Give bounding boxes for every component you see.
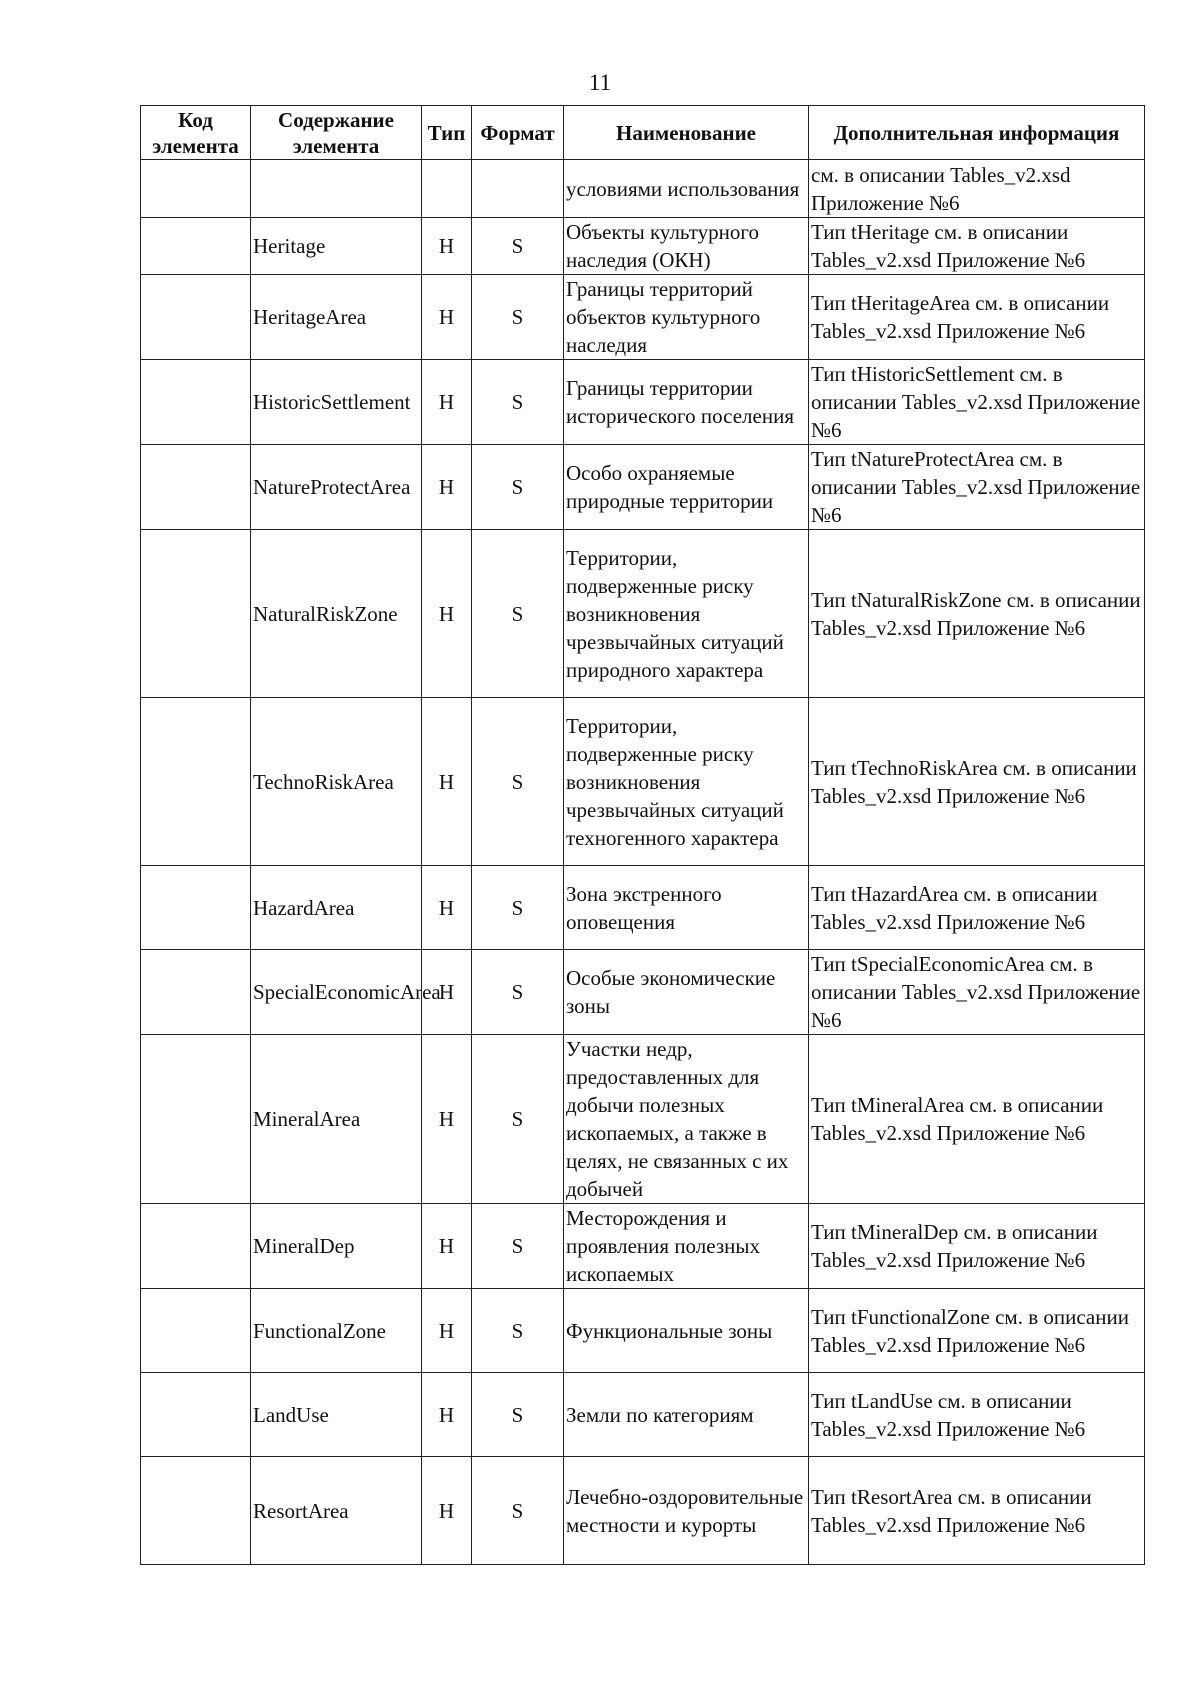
cell-code [141,1373,251,1457]
cell-format [472,160,564,218]
header-format: Формат [472,106,564,160]
table-row [141,1289,1145,1373]
table-row [141,445,1145,530]
cell-type [422,160,472,218]
table-row [141,1204,1145,1289]
cell-code [141,1289,251,1373]
cell-info: Тип tResortArea см. в описании Tables_v2.xsd Приложение №6 [809,1457,1145,1565]
cell-content: ResortArea [251,1457,422,1565]
cell-info: Тип tMineralArea см. в описании Tables_v2.xsd Приложение №6 [809,1035,1145,1204]
cell-type: Н [422,360,472,445]
cell-info: см. в описании Tables_v2.xsd Приложение №6 [809,160,1145,218]
cell-code [141,218,251,275]
header-info: Дополнительная информация [809,106,1145,160]
cell-name: Границы территорий объектов культурного наследия [564,275,809,360]
cell-type: Н [422,866,472,950]
cell-code [141,1457,251,1565]
cell-format: S [472,866,564,950]
cell-name: Функциональные зоны [564,1289,809,1373]
cell-content: FunctionalZone [251,1289,422,1373]
cell-type: Н [422,1373,472,1457]
table-row [141,1373,1145,1457]
page-number: 11 [588,70,612,95]
cell-type: Н [422,1035,472,1204]
cell-info: Тип tLandUse см. в описании Tables_v2.xsd Приложение №6 [809,1373,1145,1457]
cell-format: S [472,1289,564,1373]
cell-content: TechnoRiskArea [251,698,422,866]
header-code: Код элемента [141,106,251,160]
cell-info: Тип tNaturalRiskZone см. в описании Tables_v2.xsd Приложение №6 [809,530,1145,698]
cell-format: S [472,218,564,275]
header-name: Наименование [564,106,809,160]
cell-info: Тип tNatureProtectArea см. в описании Tables_v2.xsd Приложение №6 [809,445,1145,530]
table-row [141,1035,1145,1204]
cell-type: Н [422,218,472,275]
cell-info: Тип tSpecialEconomicArea см. в описании Tables_v2.xsd Приложение №6 [809,950,1145,1035]
cell-code [141,1204,251,1289]
table-row [141,866,1145,950]
cell-code [141,530,251,698]
cell-info: Тип tTechnoRiskArea см. в описании Tables_v2.xsd Приложение №6 [809,698,1145,866]
cell-format: S [472,1373,564,1457]
cell-format: S [472,445,564,530]
cell-info: Тип tHeritage см. в описании Tables_v2.xsd Приложение №6 [809,218,1145,275]
table-header-row [141,106,1145,160]
table-row [141,1457,1145,1565]
table-row [141,950,1145,1035]
cell-format: S [472,360,564,445]
table-row [141,530,1145,698]
cell-code [141,445,251,530]
table-row [141,160,1145,218]
cell-code [141,698,251,866]
header-content: Содержание элемента [251,106,422,160]
cell-format: S [472,1204,564,1289]
cell-info: Тип tHazardArea см. в описании Tables_v2.xsd Приложение №6 [809,866,1145,950]
cell-name: Особо охраняемые природные территории [564,445,809,530]
cell-name: Территории, подверженные риску возникновения чрезвычайных ситуаций техногенного характера [564,698,809,866]
cell-name: Зона экстренного оповещения [564,866,809,950]
cell-type: Н [422,698,472,866]
cell-content: NaturalRiskZone [251,530,422,698]
table-body [141,160,1145,1565]
cell-name: Особые экономические зоны [564,950,809,1035]
cell-content: NatureProtectArea [251,445,422,530]
cell-format: S [472,950,564,1035]
cell-content [251,160,422,218]
cell-code [141,275,251,360]
cell-format: S [472,1457,564,1565]
cell-type: Н [422,1289,472,1373]
table-row [141,218,1145,275]
cell-content: HistoricSettlement [251,360,422,445]
cell-content: HeritageArea [251,275,422,360]
cell-name: Земли по категориям [564,1373,809,1457]
cell-info: Тип tFunctionalZone см. в описании Tables_v2.xsd Приложение №6 [809,1289,1145,1373]
cell-info: Тип tHeritageArea см. в описании Tables_v2.xsd Приложение №6 [809,275,1145,360]
cell-code [141,866,251,950]
cell-format: S [472,275,564,360]
cell-content: LandUse [251,1373,422,1457]
cell-name: Территории, подверженные риску возникновения чрезвычайных ситуаций природного характера [564,530,809,698]
cell-info: Тип tMineralDep см. в описании Tables_v2.xsd Приложение №6 [809,1204,1145,1289]
cell-info: Тип tHistoricSettlement см. в описании Tables_v2.xsd Приложение №6 [809,360,1145,445]
table-row [141,698,1145,866]
table-row [141,275,1145,360]
cell-name: Месторождения и проявления полезных ископаемых [564,1204,809,1289]
cell-type: Н [422,530,472,698]
cell-content: SpecialEconomicArea [251,950,422,1035]
cell-content: MineralDep [251,1204,422,1289]
cell-name: Объекты культурного наследия (ОКН) [564,218,809,275]
cell-name: Участки недр, предоставленных для добычи полезных ископаемых, а также в целях, не связанных с их добычей [564,1035,809,1204]
cell-type: Н [422,1457,472,1565]
cell-code [141,160,251,218]
cell-content: HazardArea [251,866,422,950]
table-row [141,360,1145,445]
cell-type: Н [422,1204,472,1289]
cell-code [141,950,251,1035]
cell-code [141,360,251,445]
cell-content: MineralArea [251,1035,422,1204]
cell-type: Н [422,445,472,530]
cell-format: S [472,698,564,866]
cell-format: S [472,530,564,698]
cell-name: Границы территории исторического поселения [564,360,809,445]
cell-name: условиями использования [564,160,809,218]
cell-format: S [472,1035,564,1204]
cell-type: Н [422,950,472,1035]
cell-content: Heritage [251,218,422,275]
elements-table [140,105,1145,1565]
cell-name: Лечебно-оздоровительные местности и курорты [564,1457,809,1565]
cell-type: Н [422,275,472,360]
cell-code [141,1035,251,1204]
header-type: Тип [422,106,472,160]
